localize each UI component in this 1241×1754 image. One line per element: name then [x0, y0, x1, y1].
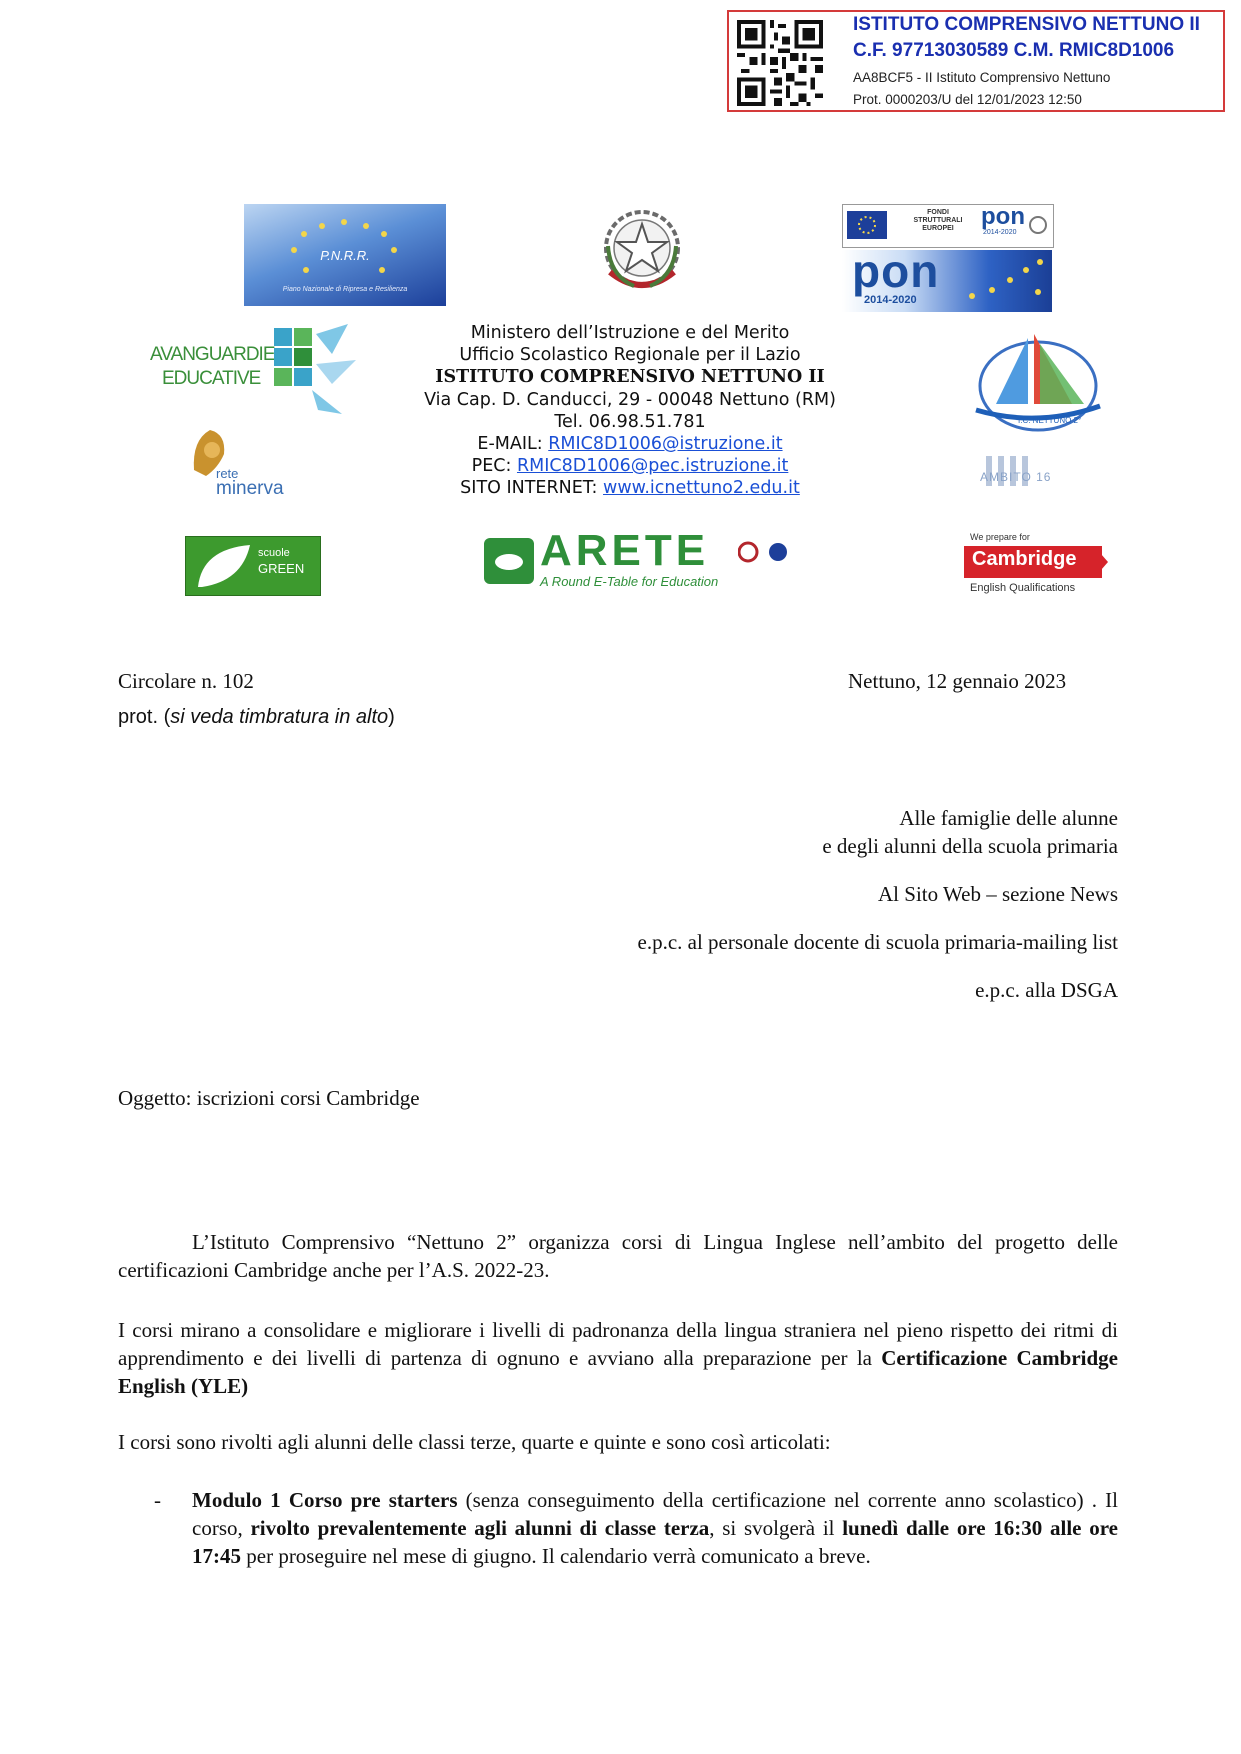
module-1-text-a: (senza conseguimento della certificazione nel corrente anno scolastico) . Il corso, — [192, 1488, 1118, 1540]
qr-code-icon — [737, 20, 823, 106]
paragraph-2-bold: Certificazione Cambridge English (YLE) — [118, 1346, 1118, 1398]
circolare-number: Circolare n. 102 — [118, 669, 254, 693]
pnrr-logo — [244, 204, 446, 306]
stars-icon — [952, 256, 1048, 306]
regional-office: Ufficio Scolastico Regionale per il Lazio — [459, 345, 801, 365]
arete-subtitle: A Round E-Table for Education — [540, 574, 719, 589]
stamp-school-name: ISTITUTO COMPRENSIVO NETTUNO II — [853, 14, 1200, 35]
prot-prefix: prot. ( — [118, 706, 171, 728]
cambridge-pre: We prepare for — [970, 532, 1030, 542]
school-phone: Tel. 06.98.51.781 — [554, 412, 706, 432]
pon-small-word: pon — [981, 203, 1025, 230]
stamp-aoo: AA8BCF5 - II Istituto Comprensivo Nettuno — [853, 70, 1111, 85]
paragraph-1: L’Istituto Comprensivo “Nettuno 2” organizza corsi di Lingua Inglese nell’ambito del progetto delle certificazioni Cambridge anche per l’A.S. 2022-23. — [118, 1230, 1118, 1282]
ambito-text: AMBITO 16 — [980, 470, 1052, 484]
ic-nettuno-logo — [966, 326, 1110, 432]
module-1-text-c: per proseguire nel mese di giugno. Il calendario verrà comunicato a breve. — [241, 1544, 871, 1568]
module-1-schedule: lunedì dalle ore 16:30 alle ore 17:45 — [192, 1516, 1118, 1568]
pon-word: pon — [852, 245, 940, 297]
protocol-stamp — [727, 10, 1225, 112]
module-1-target: rivolto prevalentemente agli alunni di classe terza — [250, 1516, 710, 1540]
paragraph-3: I corsi sono rivolti agli alunni delle classi terze, quarte e quinte e sono così articolati: — [118, 1430, 831, 1454]
pon-small-years: 2014-2020 — [983, 229, 1017, 236]
module-1-text-b: , si svolgerà il — [709, 1516, 843, 1540]
nettuno-logo-label: I.C. NETTUNO 2° — [1018, 416, 1082, 425]
pon-years: 2014-2020 — [864, 294, 917, 306]
school-address: Via Cap. D. Canducci, 29 - 00048 Nettuno (RM) — [424, 390, 836, 410]
avang-line2: EDUCATIVE — [162, 368, 261, 389]
italy-emblem-small-icon — [1029, 213, 1047, 237]
pon-funds-banner — [842, 204, 1054, 248]
protocol-note — [118, 706, 395, 729]
site-row — [390, 478, 870, 498]
emblem-eu-icons — [738, 540, 798, 564]
round-table-icon — [484, 538, 534, 584]
pon-logo — [842, 245, 1052, 312]
subject-line: Oggetto: iscrizioni corsi Cambridge — [118, 1086, 420, 1110]
avang-line1: AVANGUARDIE — [150, 344, 275, 365]
email-label: E-MAIL: — [477, 434, 543, 454]
avanguardie-educative-logo — [148, 324, 358, 416]
recipient-4: e.p.c. al personale docente di scuola primaria-mailing list — [637, 930, 1118, 954]
module-1-title: Modulo 1 Corso pre starters — [192, 1488, 458, 1512]
cambridge-arrow-icon — [1094, 546, 1108, 578]
green-line2: GREEN — [258, 561, 305, 576]
school-name: ISTITUTO COMPRENSIVO NETTUNO II — [435, 367, 825, 387]
cambridge-sub: English Qualifications — [970, 582, 1076, 594]
arete-word: ARETE — [540, 526, 710, 575]
ambito-16-logo — [976, 456, 1094, 500]
prot-suffix: ) — [388, 706, 395, 728]
cambridge-word: Cambridge — [972, 548, 1077, 570]
site-link[interactable]: www.icnettuno2.edu.it — [603, 478, 800, 498]
prot-italic: si veda timbratura in alto — [170, 706, 389, 728]
leaf-icon — [192, 541, 254, 591]
recipient-5: e.p.c. alla DSGA — [975, 978, 1118, 1002]
recipient-2: e degli alunni della scuola primaria — [822, 834, 1118, 858]
eu-flag-icon — [847, 211, 887, 239]
pnrr-subtitle: Piano Nazionale di Ripresa e Resilienza — [282, 286, 408, 293]
pnrr-title: P.N.R.R. — [320, 248, 370, 263]
module-1-item — [192, 1486, 1118, 1570]
pec-link[interactable]: RMIC8D1006@pec.istruzione.it — [516, 456, 789, 476]
puzzle-squares-icon — [272, 324, 358, 416]
bullet-dash: - — [154, 1488, 161, 1512]
email-row — [390, 434, 870, 454]
email-link[interactable]: RMIC8D1006@istruzione.it — [548, 434, 783, 454]
site-label: SITO INTERNET: — [460, 478, 598, 498]
pec-label: PEC: — [471, 456, 512, 476]
recipient-3: Al Sito Web – sezione News — [878, 882, 1118, 906]
paragraph-2 — [118, 1316, 1118, 1400]
pec-row — [390, 456, 870, 476]
minerva-line2: minerva — [216, 478, 284, 499]
stamp-protocol: Prot. 0000203/U del 12/01/2023 12:50 — [853, 92, 1082, 107]
cambridge-logo — [964, 530, 1112, 602]
ministry-name: Ministero dell’Istruzione e del Merito — [470, 323, 790, 343]
paragraph-2-text: I corsi mirano a consolidare e migliorare i livelli di padronanza della lingua straniera nel pieno rispetto dei ritmi di apprendimento e dei livelli di partenza di ognuno e avviano alla preparazione per la — [118, 1318, 1118, 1370]
letter-date: Nettuno, 12 gennaio 2023 — [848, 669, 1067, 693]
arete-logo — [484, 526, 804, 594]
italian-republic-emblem-icon — [600, 206, 684, 294]
green-line1: scuole — [258, 547, 290, 559]
recipient-1: Alle famiglie delle alunne — [899, 806, 1118, 830]
scuole-green-logo — [185, 536, 321, 596]
stamp-fiscal-code: C.F. 97713030589 C.M. RMIC8D1006 — [853, 40, 1175, 61]
pon-funds-text: FONDI STRUTTURALI EUROPEI — [913, 209, 963, 232]
minerva-line1: rete — [216, 466, 239, 481]
rete-minerva-logo — [188, 424, 318, 504]
